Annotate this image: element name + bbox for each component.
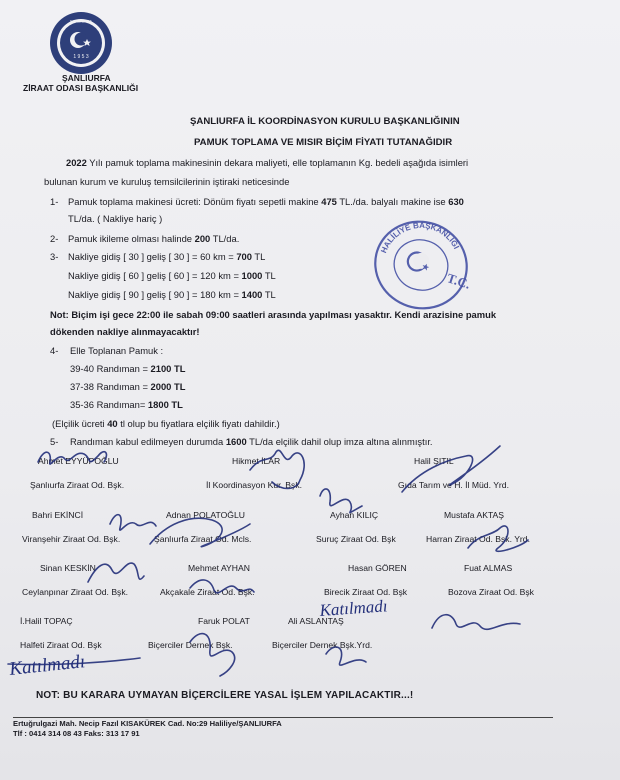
stamp-center-text: T.C. [445, 270, 473, 292]
hand-picked-row-unit: TL [171, 363, 186, 374]
logo-year: 1 9 5 3 [73, 54, 89, 60]
signature-stroke [110, 515, 156, 530]
transport-row-text: Nakliye gidiş [ 60 ] geliş [ 60 ] = 120 km = [68, 270, 242, 281]
logo-ring-text: ŞANLIURFA [69, 18, 93, 24]
transport-row-text: Nakliye gidiş [ 30 ] geliş [ 30 ] = 60 km = [68, 251, 237, 262]
transport-row-text: Nakliye gidiş [ 90 ] geliş [ 90 ] = 180 km = [68, 289, 242, 300]
signatory-name: Fuat ALMAS [464, 563, 513, 573]
signatory-role: Birecik Ziraat Od. Bşk [324, 587, 408, 597]
signatory-name: Hikmet İLAR [232, 456, 281, 466]
item5-text-a: Randıman kabul edilmeyen durumda [70, 436, 226, 447]
hand-picked-row-price: 1800 [147, 399, 169, 410]
footer-address: Ertuğrulgazi Mah. Necip Fazıl KISAKÜREK Cad. No:29 Haliliye/ŞANLIURFA [13, 719, 282, 728]
item2-price: 200 [194, 233, 211, 244]
envoy-note-c: tl olup bu fiyatlara elçilik fiyatı dahildir.) [117, 418, 280, 429]
stamp-ring-text: HALİLİYE BAŞKANLIĞI [379, 220, 461, 255]
signatory-role: Suruç Ziraat Od. Bşk [316, 534, 396, 544]
signatory-name: Sinan KESKİN [40, 563, 96, 573]
hand-picked-row-price: 2000 [150, 381, 172, 392]
signatory-role: Şanlıurfa Ziraat Od. Bşk. [30, 480, 125, 490]
hand-picked-row-price: 2100 [150, 363, 172, 374]
signatory-name: Ali ASLANTAŞ [288, 616, 344, 626]
item1-number: 1- [50, 196, 59, 207]
signatory-role: Bozova Ziraat Od. Bşk [448, 587, 534, 597]
hand-picked-row-unit: TL [171, 381, 186, 392]
signatory-name: Mehmet AYHAN [188, 563, 250, 573]
envoy-note-a: (Elçilik ücreti [52, 418, 108, 429]
transport-row-price: 700 [236, 251, 252, 262]
signatory-role: Ceylanpınar Ziraat Od. Bşk. [22, 587, 129, 597]
item2-number: 2- [50, 233, 59, 244]
item4-title: Elle Toplanan Pamuk : [70, 345, 164, 356]
hand-picked-row-text: 39-40 Randıman = [70, 363, 151, 374]
signatory-name: Ahmet EYYÜPOĞLU [38, 456, 119, 466]
item1-line2: TL/da. ( Nakliye hariç ) [68, 213, 163, 224]
handwritten-not-attended-1: Katılmadı [8, 651, 87, 680]
signatory-name: Adnan POLATOĞLU [166, 510, 245, 520]
transport-row-unit: TL [262, 289, 276, 300]
signatory-role: Şanlıurfa Ziraat Od. Mcls. [154, 534, 252, 544]
document-title-line2: PAMUK TOPLAMA VE MISIR BİÇİM FİYATI TUTANAĞIDIR [194, 137, 453, 148]
signatory-name: Hasan GÖREN [348, 563, 407, 573]
transport-row-price: 1400 [241, 289, 263, 300]
footer-phone: Tlf : 0414 314 08 43 Faks: 313 17 91 [13, 729, 140, 738]
final-warning-note: NOT: BU KARARA UYMAYAN BİÇERCİLERE YASAL İŞLEM YAPILACAKTIR...! [36, 690, 414, 701]
signatory-name: İ.Halil TOPAÇ [20, 616, 73, 626]
envoy-fee-note [52, 418, 280, 429]
signature-stroke [8, 658, 140, 665]
signatory-role: İl Koordinasyon Kur. Bşk. [206, 480, 303, 490]
signatory-name: Mustafa AKTAŞ [444, 510, 505, 520]
transport-row-price: 1000 [241, 270, 263, 281]
transport-row [68, 289, 276, 300]
signatory-role: Gıda Tarım ve H. İl Müd. Yrd. [398, 480, 509, 490]
item2-line [68, 233, 239, 244]
org-name: ZİRAAT ODASI BAŞKANLIĞI [23, 83, 139, 93]
item1-text-a: Pamuk toplama makinesi ücreti: Dönüm fiyatı sepetli makine [68, 196, 322, 207]
item2-text-b: TL/da. [210, 233, 240, 244]
item2-text-a: Pamuk ikileme olması halinde [68, 233, 195, 244]
item1-line1 [68, 196, 464, 207]
hand-picked-row-text: 37-38 Randıman = [70, 381, 151, 392]
item5-price: 1600 [225, 436, 247, 447]
hand-picked-row [70, 363, 185, 374]
signature-stroke [432, 615, 520, 630]
signatory-name: Faruk POLAT [198, 616, 250, 626]
transport-row-unit: TL [251, 251, 266, 262]
item3-number: 3- [50, 251, 59, 262]
item1-price-bale: 630 [448, 196, 464, 207]
signatory-role: Akçakale Ziraat Od. Bşk. [160, 587, 255, 597]
night-work-note-line2: dökenden nakliye alınmayacaktır! [50, 326, 200, 337]
signatory-name: Bahri EKİNCİ [32, 510, 84, 520]
intro-year: 2022 [66, 157, 87, 168]
transport-row [68, 251, 265, 262]
signatory-role: Harran Ziraat Od. Bşk. Yrd. [426, 534, 530, 544]
hand-picked-row-unit: TL [168, 399, 183, 410]
org-city: ŞANLIURFA [62, 73, 111, 83]
handwritten-not-attended-2: Katılmadı [318, 596, 389, 620]
intro-line1-text: Yılı pamuk toplama makinesinin dekara maliyeti, elle toplamanın Kg. bedeli aşağıda isimleri [86, 157, 469, 168]
signatory-name: Ayhan KILIÇ [330, 510, 379, 520]
intro-line1 [66, 157, 468, 168]
envoy-fee-value: 40 [107, 418, 118, 429]
item1-text-b: TL./da. balyalı makine ise [336, 196, 449, 207]
signatory-role: Biçerciler Dernek Bşk.Yrd. [272, 640, 373, 650]
item5-number: 5- [50, 436, 59, 447]
hand-picked-row [70, 381, 185, 392]
hand-picked-row-text: 35-36 Randıman= [70, 399, 148, 410]
item5-line [70, 436, 433, 447]
signatory-role: Biçerciler Dernek Bşk. [148, 640, 233, 650]
signatory-role: Viranşehir Ziraat Od. Bşk. [22, 534, 121, 544]
transport-row-unit: TL [262, 270, 276, 281]
signatory-role: Halfeti Ziraat Od. Bşk [20, 640, 102, 650]
transport-row [68, 270, 276, 281]
signature-stroke [88, 563, 144, 582]
item5-text-b: TL/da elçilik dahil olup imza altına alınmıştır. [246, 436, 433, 447]
hand-picked-row [70, 399, 183, 410]
item4-number: 4- [50, 345, 59, 356]
intro-line2: bulunan kurum ve kuruluş temsilcilerinin iştiraki neticesinde [44, 176, 290, 187]
signatory-name: Halil ŞITIL [414, 456, 454, 466]
item1-price-basket: 475 [321, 196, 337, 207]
document-title-line1: ŞANLIURFA İL KOORDİNASYON KURULU BAŞKANLIĞININ [190, 116, 460, 127]
night-work-note-line1: Not: Biçim işi gece 22:00 ile sabah 09:00 saatleri arasında yapılması yasaktır. Kendi arazisine pamuk [50, 309, 497, 320]
footer-divider [13, 717, 553, 718]
chamber-logo [48, 10, 114, 76]
